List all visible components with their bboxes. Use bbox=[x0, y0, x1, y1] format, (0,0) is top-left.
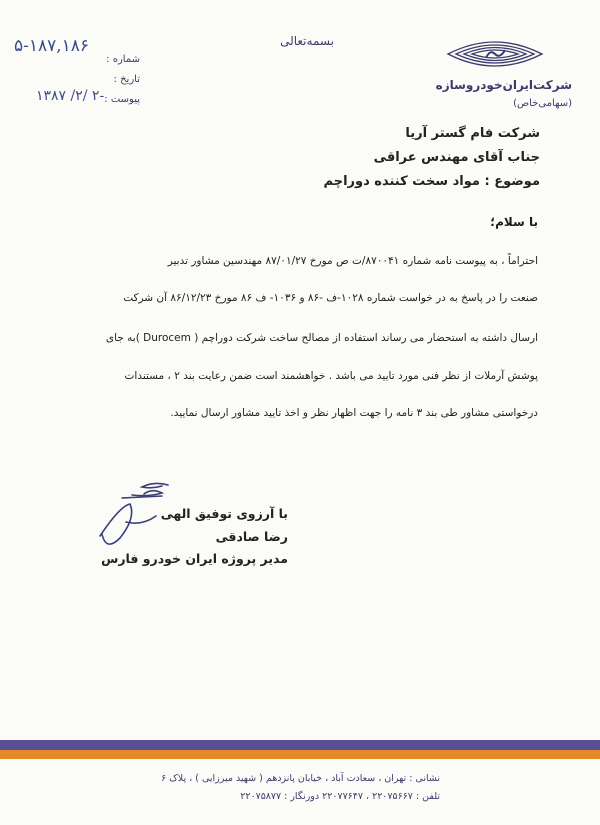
date-label: تاریخ : bbox=[113, 74, 140, 85]
company-logo-icon bbox=[440, 36, 550, 72]
body-line: درخواستی مشاور طی بند ۳ نامه را جهت اظهار نظر و اخذ تایید مشاور ارسال نمایید. bbox=[170, 407, 538, 419]
company-type: (سهامی‌خاص) bbox=[513, 98, 572, 109]
signer-title: مدیر پروژه ایران خودرو فارس bbox=[101, 551, 288, 566]
closing-regards: با آرزوی توفیق الهی bbox=[160, 506, 288, 521]
letter-subject: موضوع : مواد سخت کننده دوراچم bbox=[323, 174, 540, 189]
body-line: صنعت را در پاسخ به در خواست شماره ۱۰۲۸-ف -۸۶ و ۱۰۳۶- ف ۸۶ مورخ ۸۶/۱۲/۲۳ آن شرکت bbox=[123, 292, 538, 304]
footer-band-orange bbox=[0, 750, 600, 759]
recipient-company: شرکت فام گستر آریا bbox=[405, 126, 540, 141]
attachment-label: پیوست : bbox=[104, 94, 140, 105]
bismillah-heading: بسمه‌تعالی bbox=[280, 34, 334, 48]
body-line: احتراماً ، به پیوست نامه شماره ۸۷۰۰۴۱/ت ص مورخ ۸۷/۰۱/۲۷ مهندسین مشاور تدبیر bbox=[167, 255, 538, 267]
recipient-person: جناب آقای مهندس عراقی bbox=[373, 150, 540, 165]
body-line: پوشش آرملات از نظر فنی مورد تایید می باشد . خواهشمند است ضمن رعایت بند ۲ ، مستندات bbox=[124, 370, 538, 382]
greeting: با سلام؛ bbox=[490, 215, 538, 229]
body-line: ارسال داشته به استحضار می رساند استفاده از مصالح ساخت شرکت دوراچم ( Durocem )به جای bbox=[105, 332, 538, 344]
signer-name: رضا صادقی bbox=[215, 529, 288, 544]
handwritten-letter-number: ۵-۱۸۷,۱۸۶ bbox=[14, 36, 90, 56]
handwritten-letter-date: ۱۳۸۷ /۲/ ۲- bbox=[36, 88, 105, 104]
company-name: شرکت‌ایران‌خودروسازه bbox=[435, 78, 572, 92]
footer-address: نشانی : تهران ، سعادت آباد ، خیابان پانزدهم ( شهید میرزایی ) ، پلاک ۶ bbox=[161, 773, 440, 784]
footer-band-purple bbox=[0, 740, 600, 750]
number-label: شماره : bbox=[106, 54, 140, 65]
footer-phones: تلفن : ۲۲۰۷۵۶۶۷ ، ۲۲۰۷۷۶۴۷ دورنگار : ۲۲۰۷۵۸۷۷ bbox=[240, 791, 440, 802]
